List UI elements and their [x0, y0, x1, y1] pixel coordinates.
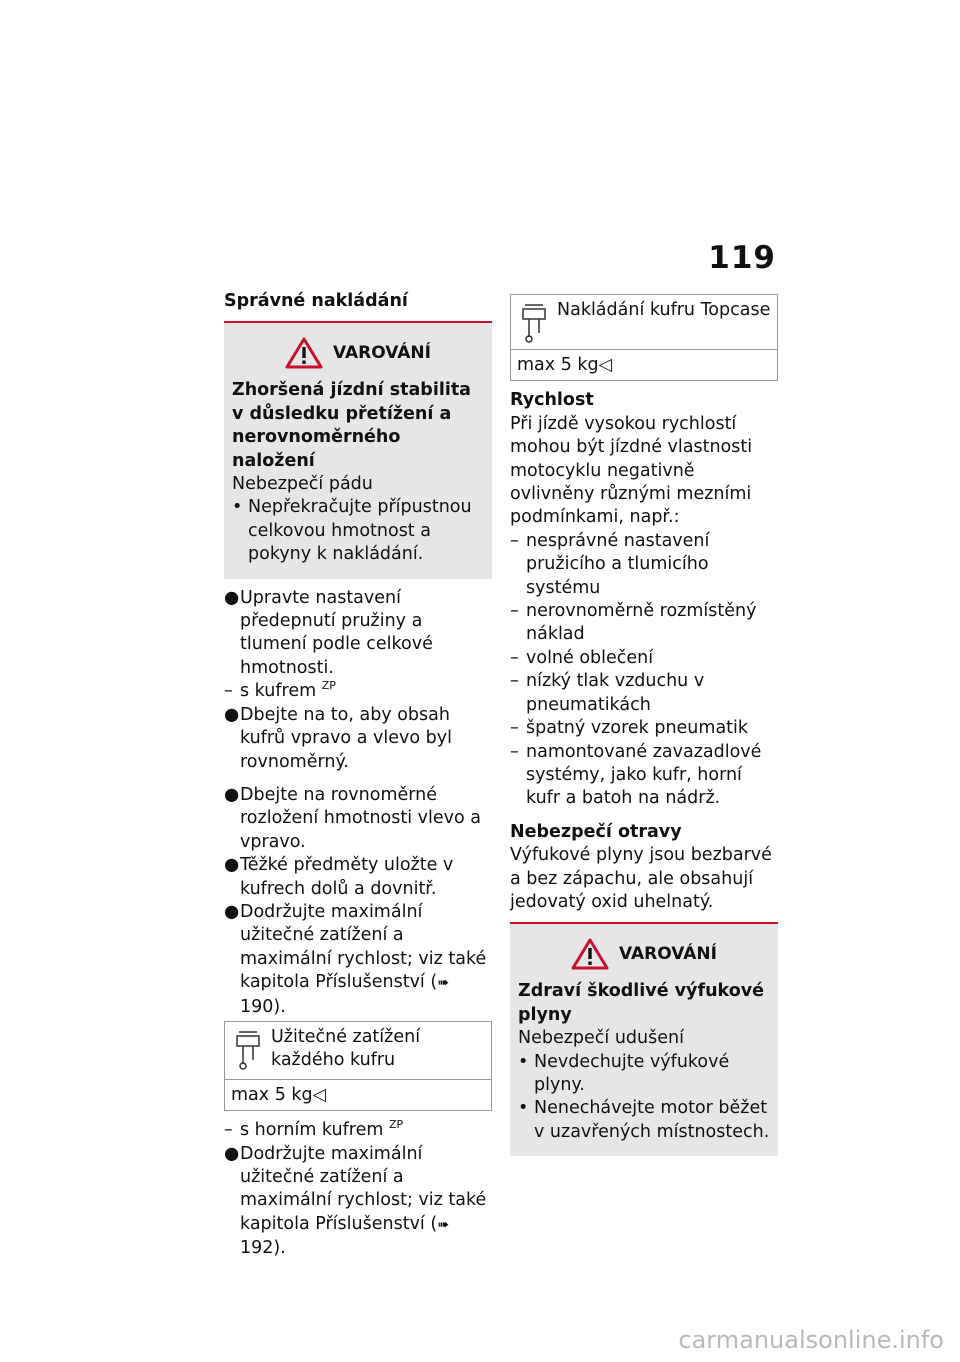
warning-header [232, 337, 484, 369]
warning-heading: Zhoršená jízdní stabilita v důsledku přetížení a nerovnoměrného naložení [232, 380, 471, 471]
dash-item: – nízký tlak vzduchu v pneumatikách [510, 671, 705, 715]
warning-triangle-icon [285, 337, 323, 369]
list-item: ● Dodržujte maximální užitečné zatížení a maximální rychlost; viz také kapitola Příslušenství (➠ 190). [224, 901, 487, 1017]
list-item: ● Těžké předměty uložte v kufrech dolů a dovnitř. [224, 855, 454, 899]
dash-item: – volné oblečení [510, 647, 654, 668]
warning-line: Nebezpečí pádu [232, 474, 373, 495]
list-item: ● Dodržujte maximální užitečné zatížení a maximální rychlost; viz také kapitola Příslušenství (➠ 192). [224, 1143, 487, 1259]
dash-item: – s kufrem $^{ZP}$ [224, 679, 336, 702]
left-column [224, 290, 492, 1261]
warning-header [518, 938, 770, 970]
warning-box [224, 323, 492, 578]
watermark: carmanualsonline.info [678, 1326, 944, 1354]
warning-bullet: • Nevdechujte výfukové plyny. [518, 1051, 730, 1095]
page-number: 119 [708, 240, 776, 276]
warning-title: VAROVÁNÍ [333, 342, 431, 363]
right-column [510, 290, 778, 1164]
spec-label: Nakládání kufru Topcase [557, 300, 771, 320]
spec-value: max 5 kg◁ [231, 1084, 327, 1105]
warning-bullet: • Nepřekračujte přípustnou celkovou hmotnost a pokyny k nakládání. [232, 497, 472, 565]
warning-box [510, 924, 778, 1156]
dash-item: – s horním kufrem $^{ZP}$ [224, 1118, 404, 1141]
section-title: Správné nakládání [224, 291, 408, 311]
list-item: ● Dbejte na rovnoměrné rozložení hmotnosti vlevo a vpravo. [224, 784, 481, 852]
scale-icon [521, 303, 547, 343]
list-item: ● Dbejte na to, aby obsah kufrů vpravo a vlevo byl rovnoměrný. [224, 704, 452, 772]
dash-item: – špatný vzorek pneumatik [510, 718, 749, 739]
list-item: ● Upravte nastavení předepnutí pružiny a tlumení podle celkové hmotnosti. [224, 587, 433, 678]
dash-item: – nesprávné nastavení pružicího a tlumicího systému [510, 530, 710, 598]
page-ref-arrow-icon: ➠ [437, 975, 449, 992]
spec-box [510, 294, 778, 381]
warning-line: Nebezpečí udušení [518, 1028, 684, 1049]
dash-item: – nerovnoměrně rozmístěný náklad [510, 601, 757, 645]
scale-icon [235, 1030, 261, 1070]
warning-bullet: • Nenechávejte motor běžet v uzavřených místnostech. [518, 1098, 770, 1142]
poison-text: Výfukové plyny jsou bezbarvé a bez zápachu, ale obsahují jedovatý oxid uhelnatý. [510, 845, 772, 912]
warning-heading: Zdraví škodlivé výfukové plyny [518, 981, 765, 1025]
poison-title: Nebezpečí otravy [510, 821, 682, 842]
speed-title: Rychlost [510, 390, 594, 411]
speed-list [510, 530, 778, 811]
warning-triangle-icon [571, 938, 609, 970]
spec-value: max 5 kg◁ [517, 355, 613, 375]
dash-item: – namontované zavazadlové systémy, jako kufr, horní kufr a batoh na nádrž. [510, 741, 762, 809]
spec-box [224, 1021, 492, 1111]
spec-label: Užitečné zatížení každého kufru [271, 1026, 421, 1071]
page-ref-arrow-icon: ➠ [437, 1216, 449, 1233]
warning-title: VAROVÁNÍ [619, 943, 717, 964]
speed-text: Při jízdě vysokou rychlostí mohou být jízdné vlastnosti motocyklu negativně ovlivněny různými mezními podmínkami, např.: [510, 413, 753, 528]
